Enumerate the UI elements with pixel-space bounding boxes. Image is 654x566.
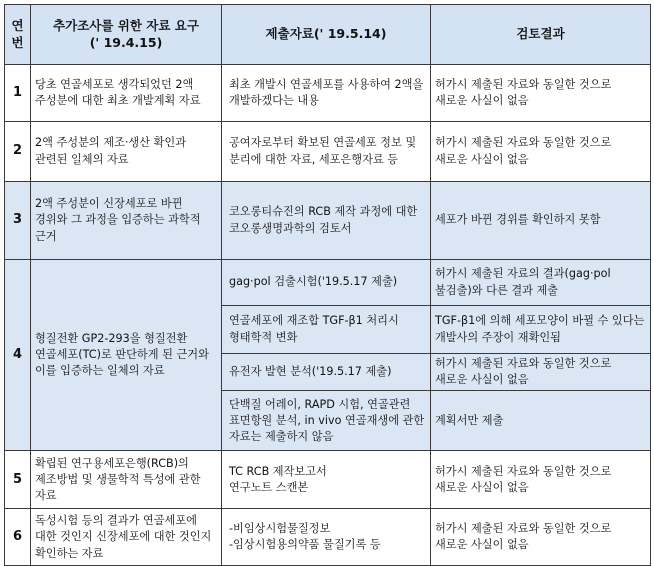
submitted-cell: 유전자 발현 분석('19.5.17 제출) <box>222 354 431 391</box>
row-number: 4 <box>5 260 31 451</box>
result-cell: 허가시 제출된 자료와 동일한 것으로 새로운 사실이 없음 <box>431 65 651 122</box>
result-cell: 허가시 제출된 자료와 동일한 것으로 새로운 사실이 없음 <box>431 354 651 391</box>
header-request: 추가조사를 위한 자료 요구(' 19.4.15) <box>31 5 222 65</box>
header-row <box>5 5 651 65</box>
table-row <box>5 65 651 122</box>
row-number: 6 <box>5 509 31 566</box>
submitted-cell: TC RCB 제작보고서 연구노트 스캔본 <box>222 451 431 509</box>
header-no: 연번 <box>5 5 31 65</box>
submitted-cell: 코오롱티슈진의 RCB 제작 과정에 대한 코오롱생명과학의 검토서 <box>222 182 431 260</box>
table-row <box>5 122 651 182</box>
result-cell: 계획서만 제출 <box>431 391 651 451</box>
review-table <box>4 4 651 566</box>
row-number: 2 <box>5 122 31 182</box>
request-cell: 독성시험 등의 결과가 연골세포에 대한 것인지 신장세포에 대한 것인지 확인하는 자료 <box>31 509 222 566</box>
row-number: 5 <box>5 451 31 509</box>
result-cell: 허가시 제출된 자료와 동일한 것으로 새로운 사실이 없음 <box>431 122 651 182</box>
row-number: 1 <box>5 65 31 122</box>
header-submitted: 제출자료(' 19.5.14) <box>222 5 431 65</box>
result-cell: 허가시 제출된 자료와 동일한 것으로 새로운 사실이 없음 <box>431 509 651 566</box>
table-row <box>5 509 651 566</box>
result-cell: 세포가 바뀐 경위를 확인하지 못함 <box>431 182 651 260</box>
result-cell: 허가시 제출된 자료의 결과(gag·pol 불검출)와 다른 결과 제출 <box>431 260 651 306</box>
submitted-cell: 최초 개발시 연골세포를 사용하여 2액을 개발하겠다는 내용 <box>222 65 431 122</box>
request-cell: 2액 주성분이 신장세포로 바뀐 경위와 그 과정을 입증하는 과학적 근거 <box>31 182 222 260</box>
table-row <box>5 182 651 260</box>
row-number: 3 <box>5 182 31 260</box>
request-cell: 2액 주성분의 제조·생산 확인과 관련된 일체의 자료 <box>31 122 222 182</box>
submitted-cell: -비임상시험물질정보 -임상시험용의약품 물질기록 등 <box>222 509 431 566</box>
table-row <box>5 260 651 306</box>
submitted-cell: 공여자로부터 확보된 연골세포 정보 및 분리에 대한 자료, 세포은행자료 등 <box>222 122 431 182</box>
review-table-container <box>4 4 651 566</box>
header-result: 검토결과 <box>431 5 651 65</box>
request-cell: 당초 연골세포로 생각되었던 2액 주성분에 대한 최초 개발계획 자료 <box>31 65 222 122</box>
submitted-cell: gag·pol 검출시험('19.5.17 제출) <box>222 260 431 306</box>
submitted-cell: 단백질 어레이, RAPD 시험, 연골관련 표면항원 분석, in vivo 연골재생에 관한 자료는 제출하지 않음 <box>222 391 431 451</box>
result-cell: 허가시 제출된 자료와 동일한 것으로 새로운 사실이 없음 <box>431 451 651 509</box>
result-cell: TGF-β1에 의해 세포모양이 바뀔 수 있다는 개발사의 주장이 재확인됨 <box>431 306 651 354</box>
table-row <box>5 451 651 509</box>
request-cell: 확립된 연구용세포은행(RCB)의 제조방법 및 생물학적 특성에 관한 자료 <box>31 451 222 509</box>
submitted-cell: 연골세포에 재조합 TGF-β1 처리시 형태학적 변화 <box>222 306 431 354</box>
request-cell: 형질전환 GP2-293을 형질전환 연골세포(TC)로 판단하게 된 근거와 이를 입증하는 일체의 자료 <box>31 260 222 451</box>
